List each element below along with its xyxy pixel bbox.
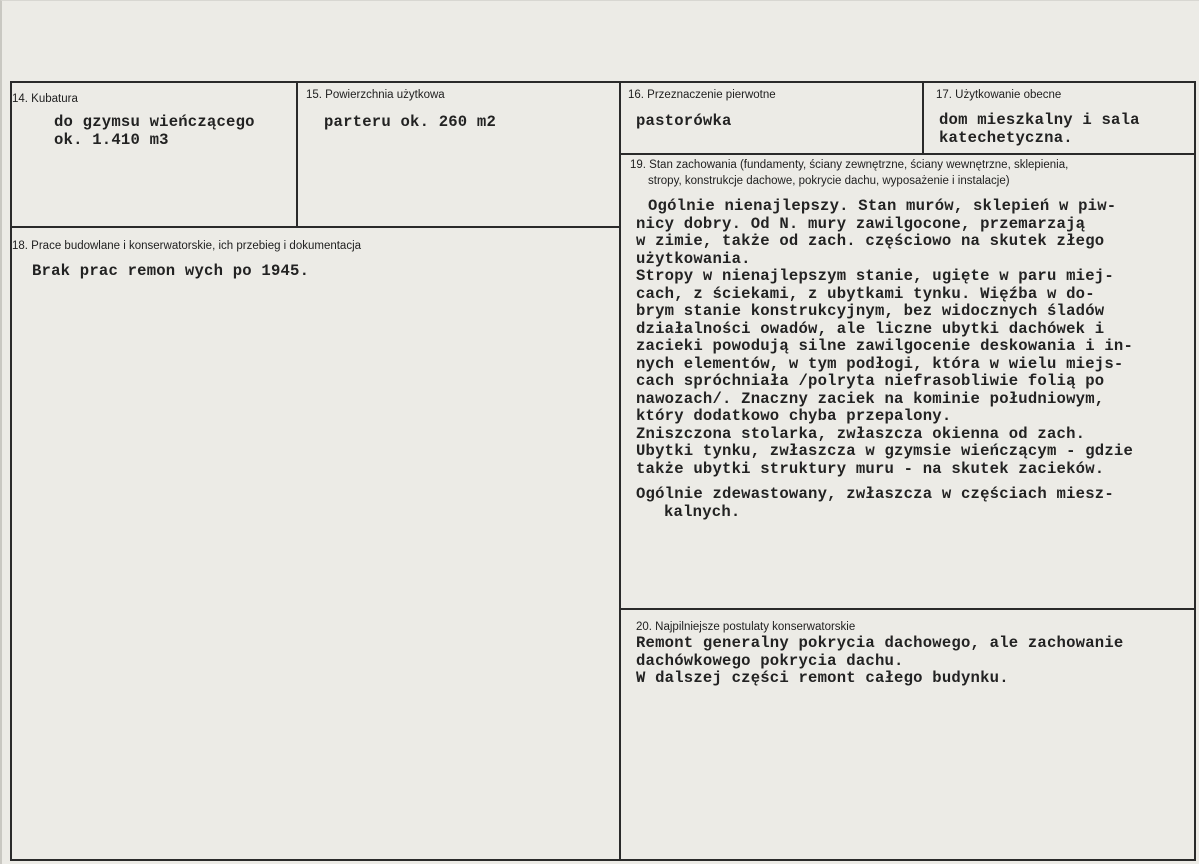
text-line: Stropy w nienajlepszym stanie, ugięte w paru miej- <box>636 267 1114 285</box>
left-rule <box>10 81 12 861</box>
text-line: działalności owadów, ale liczne ubytki dachówek i <box>636 319 1105 338</box>
text-line: do gzymsu wieńczącego <box>54 113 255 131</box>
text-line: dom mieszkalny i sala <box>939 111 1140 129</box>
text-line: ok. 1.410 m3 <box>54 130 169 149</box>
divider-16-17 <box>922 81 924 155</box>
text-line: kalnych. <box>664 502 741 521</box>
field14-label: 14. Kubatura <box>12 93 78 105</box>
text-line: użytkowania. <box>636 249 751 268</box>
field15-value <box>324 114 496 132</box>
field19-label-line1: 19. Stan zachowania (fundamenty, ściany zewnętrzne, ściany wewnętrzne, sklepienia, <box>630 159 1069 171</box>
right-rule <box>1194 81 1196 861</box>
field18-label: 18. Prace budowlane i konserwatorskie, ich przebieg i dokumentacja <box>12 240 362 252</box>
row1-bottom-rule-right <box>620 153 1196 155</box>
field20-top-rule <box>620 608 1196 610</box>
field19-value <box>636 198 1133 521</box>
text-line: Ubytki tynku, zwłaszcza w gzymsie wieńczącym - gdzie <box>636 442 1134 460</box>
field14-value <box>54 114 255 149</box>
text-line: cach spróchniała /polryta niefrasobliwie folią po <box>636 372 1105 390</box>
text-line: Ogólnie nienajlepszy. Stan murów, sklepień w piw- <box>648 197 1117 215</box>
field16-value <box>636 113 732 131</box>
text-line: Brak prac remon wych po 1945. <box>32 262 310 280</box>
center-divider <box>619 81 621 861</box>
field17-value <box>939 112 1140 147</box>
text-line: katechetyczna. <box>939 128 1073 147</box>
field16-label: 16. Przeznaczenie pierwotne <box>628 89 776 101</box>
text-line: cach, z ściekami, z ubytkami tynku. Więźba w do- <box>636 284 1095 303</box>
top-rule <box>10 81 1196 83</box>
text-line: także ubytki struktury muru - na skutek zacieków. <box>636 459 1105 478</box>
text-line: brym stanie konstrukcyjnym, bez widocznych śladów <box>636 302 1105 320</box>
bottom-rule <box>10 859 1196 861</box>
text-line: nych elementów, w tym podłogi, która w wielu miejs- <box>636 354 1124 373</box>
text-line: nawozach/. Znaczny zaciek na kominie południowym, <box>636 389 1105 408</box>
field20-label: 20. Najpilniejsze postulaty konserwatorskie <box>636 621 856 633</box>
field20-value <box>636 635 1123 688</box>
field15-label: 15. Powierzchnia użytkowa <box>306 89 445 101</box>
row1-bottom-rule-left <box>10 226 620 228</box>
text-line: Remont generalny pokrycia dachowego, ale zachowanie <box>636 634 1124 652</box>
field18-value <box>32 263 309 281</box>
text-line: W dalszej części remont całego budynku. <box>636 669 1009 687</box>
field19-label-line2: stropy, konstrukcje dachowe, pokrycie dachu, wyposażenie i instalacje) <box>648 175 1010 187</box>
field17-label: 17. Użytkowanie obecne <box>936 89 1062 101</box>
text-line: w zimie, także od zach. częściowo na skutek złego <box>636 232 1105 250</box>
divider-14-15 <box>296 81 298 228</box>
text-line: Zniszczona stolarka, zwłaszcza okienna od zach. <box>636 424 1086 443</box>
text-line: zacieki powodują silne zawilgocenie deskowania i in- <box>636 337 1134 355</box>
text-line: który dodatkowo chyba przepalony. <box>636 407 952 425</box>
text-line: dachówkowego pokrycia dachu. <box>636 651 904 670</box>
text-line: nicy dobry. Od N. mury zawilgocone, przemarzają <box>636 214 1086 233</box>
text-line: parteru ok. 260 m2 <box>324 113 497 131</box>
text-line: pastorówka <box>636 112 732 130</box>
text-line: Ogólnie zdewastowany, zwłaszcza w częściach miesz- <box>636 485 1114 503</box>
